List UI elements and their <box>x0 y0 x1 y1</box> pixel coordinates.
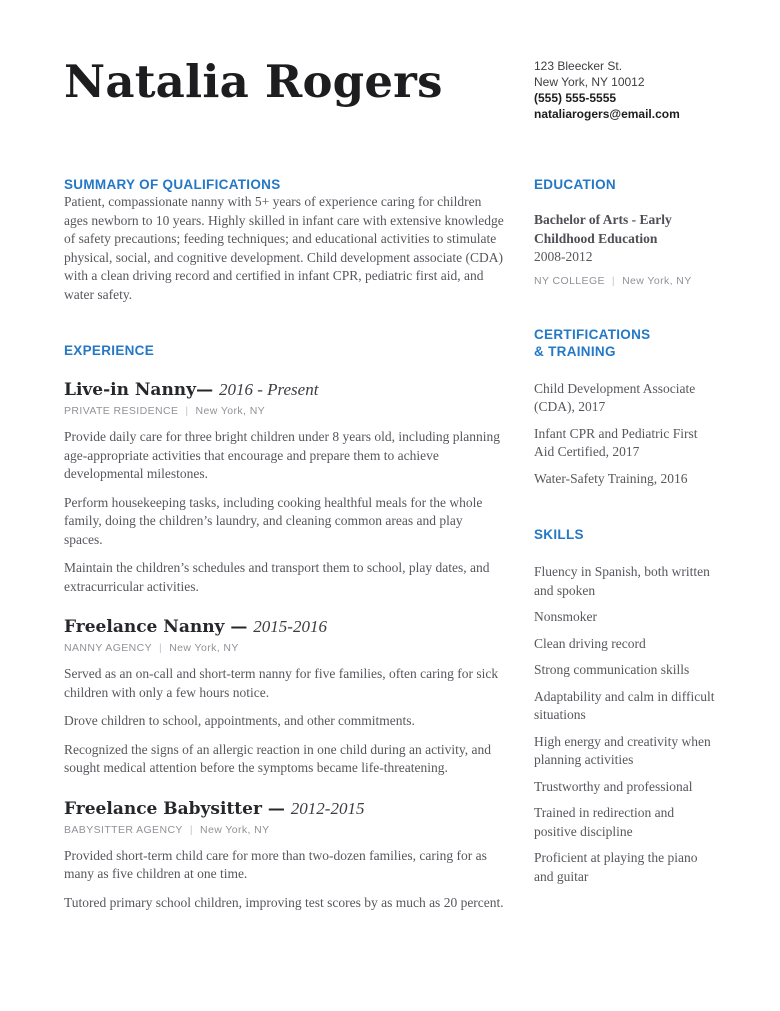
meta-pipe: | <box>185 405 189 417</box>
job-entry <box>64 616 504 778</box>
resume-header <box>64 56 716 122</box>
left-column <box>64 122 504 912</box>
contact-email: nataliarogers@email.com <box>534 107 680 121</box>
person-name: Natalia Rogers <box>64 55 443 108</box>
skill-item: Fluency in Spanish, both written and spoken <box>534 564 710 598</box>
job-title <box>64 616 504 638</box>
contact-address-line2: New York, NY 10012 <box>534 75 645 89</box>
meta-pipe: | <box>189 823 193 836</box>
meta-pipe: | <box>611 274 616 287</box>
skill-item: Trained in redirection and positive discipline <box>534 805 675 839</box>
job-meta <box>64 404 504 418</box>
job-bullet: Served as an on-call and short-term nanny for five families, often caring for sick children with only a few hours notice. <box>64 666 499 700</box>
certifications-heading-line2: & TRAINING <box>534 343 616 359</box>
education-location: New York, NY <box>622 274 692 287</box>
certification-item: Infant CPR and Pediatric First Aid Certified, 2017 <box>534 425 698 459</box>
job-bullet: Maintain the children’s schedules and transport them to school, play dates, and extracurricular activities. <box>64 560 490 594</box>
contact-address-line1: 123 Bleecker St. <box>534 59 623 73</box>
job-org: PRIVATE RESIDENCE <box>64 405 179 417</box>
job-role: Freelance Nanny <box>64 617 225 637</box>
content-columns <box>64 122 716 912</box>
certification-item: Water-Safety Training, 2016 <box>534 470 688 486</box>
skills-heading: SKILLS <box>534 527 584 542</box>
education-school: NY COLLEGE <box>534 274 605 287</box>
contact-block <box>534 56 716 122</box>
skill-item: Strong communication skills <box>534 662 690 677</box>
job-meta <box>64 641 504 655</box>
job-title <box>64 798 504 820</box>
certification-item: Child Development Associate (CDA), 2017 <box>534 380 696 414</box>
job-role: Freelance Babysitter <box>64 798 262 819</box>
job-org: NANNY AGENCY <box>64 642 153 654</box>
job-bullet: Provide daily care for three bright children under 8 years old, including planning age-appropriate activities that encourage and prepare them to achieve developmental milestones. <box>64 429 500 481</box>
contact-phone: (555) 555-5555 <box>534 91 617 105</box>
job-title-dash: — <box>261 798 291 819</box>
job-bullet: Perform housekeeping tasks, including cooking healthful meals for the whole family, doing the children’s laundry, and cleaning common areas and play spaces. <box>64 494 483 547</box>
job-location: New York, NY <box>199 823 270 836</box>
job-bullet: Recognized the signs of an allergic reaction in one child during an activity, and sought medical attention before the symptoms became life-threatening. <box>64 741 491 775</box>
education-school-line <box>534 274 716 288</box>
job-org: BABYSITTER AGENCY <box>64 823 183 836</box>
meta-pipe: | <box>159 642 163 654</box>
summary-paragraph: Patient, compassionate nanny with 5+ years of experience caring for children ages newborn to 10 years. Highly skilled in infant care with extensive knowledge of safety precautions; feeding techniques; and educational activities to stimulate physical, social, and cognitive development. Child development associate (CDA) with a clean driving record and certified in infant CPR, pediatric first aid, and water safety. <box>64 194 504 302</box>
job-bullet: Provided short-term child care for more than two-dozen families, caring for as many as five children at one time. <box>64 847 487 881</box>
job-dates: 2016 - Present <box>218 380 319 399</box>
job-bullet: Tutored primary school children, improving test scores by as much as 20 percent. <box>64 894 504 910</box>
certifications-heading-line1: CERTIFICATIONS <box>534 326 651 342</box>
skill-item: Nonsmoker <box>534 609 597 624</box>
skill-item: Clean driving record <box>534 635 646 651</box>
job-bullet: Drove children to school, appointments, and other commitments. <box>64 713 415 728</box>
job-title-dash: — <box>224 617 254 637</box>
job-location: New York, NY <box>169 642 239 654</box>
job-meta <box>64 823 504 837</box>
job-dates: 2012-2015 <box>290 798 365 818</box>
job-title <box>64 379 504 401</box>
skill-item: High energy and creativity when planning activities <box>534 733 711 767</box>
skill-item: Proficient at playing the piano and guitar <box>534 850 698 884</box>
experience-heading: EXPERIENCE <box>64 343 155 358</box>
summary-heading: SUMMARY OF QUALIFICATIONS <box>64 177 281 192</box>
job-role: Live-in Nanny <box>64 380 197 400</box>
job-dates: 2015-2016 <box>253 617 327 636</box>
education-years: 2008-2012 <box>534 249 593 264</box>
education-degree: Bachelor of Arts - Early Childhood Education <box>534 212 672 246</box>
skill-item: Adaptability and calm in difficult situations <box>534 688 715 722</box>
job-entry <box>64 379 504 596</box>
skill-item: Trustworthy and professional <box>534 778 693 794</box>
certifications-heading <box>534 326 716 360</box>
job-entry <box>64 798 504 913</box>
job-title-dash: — <box>196 380 219 400</box>
right-column <box>534 122 716 912</box>
job-location: New York, NY <box>195 405 266 417</box>
education-heading: EDUCATION <box>534 177 616 192</box>
